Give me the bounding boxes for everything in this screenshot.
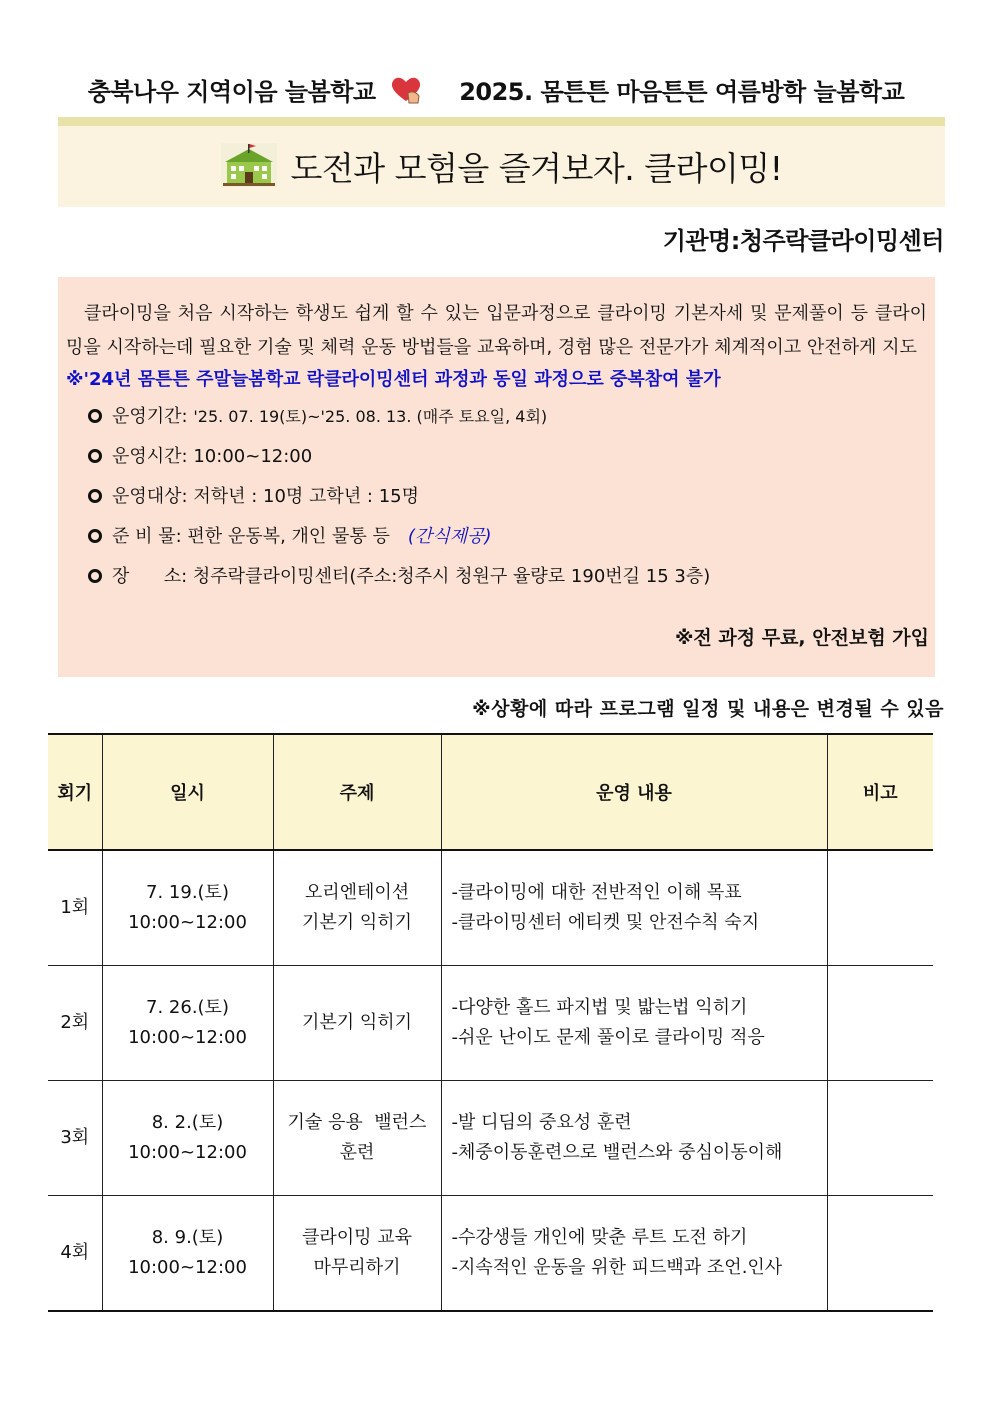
info-item-supplies: 준 비 물: 편한 운동복, 개인 물통 등 (간식제공): [88, 517, 927, 557]
topic-cell: 오리엔테이션 기본기 익히기: [273, 850, 441, 966]
circle-bullet-icon: [88, 449, 102, 463]
page-header: [0, 72, 992, 111]
session-cell: 3회: [48, 1081, 102, 1196]
header-content: 운영 내용: [441, 734, 827, 850]
info-item-time: 운영시간: 10:00~12:00: [88, 437, 927, 477]
circle-bullet-icon: [88, 529, 102, 543]
session-cell: 1회: [48, 850, 102, 966]
note-cell: [827, 1196, 933, 1312]
date-cell: 7. 19.(토) 10:00~12:00: [102, 850, 273, 966]
free-insurance-note: ※전 과정 무료, 안전보험 가입: [674, 627, 929, 649]
header-topic: 주제: [273, 734, 441, 850]
table-row: [48, 1081, 933, 1196]
organization-name: 기관명:청주락클라이밍센터: [662, 227, 944, 255]
header-note: 비고: [827, 734, 933, 850]
heart-hand-icon: [389, 75, 423, 111]
table-row: [48, 966, 933, 1081]
program-description: 클라이밍을 처음 시작하는 학생도 쉽게 할 수 있는 입문과정으로 클라이밍 기본자세 및 문제풀이 등 클라이밍을 시작하는데 필요한 기술 및 체력 운동 방법들을 교육하며, 경험 많은 전문가가 체계적이고 안전하게 지도: [66, 303, 927, 358]
date-cell: 8. 9.(토) 10:00~12:00: [102, 1196, 273, 1312]
date-cell: 8. 2.(토) 10:00~12:00: [102, 1081, 273, 1196]
header-session: 회기: [48, 734, 102, 850]
date-cell: 7. 26.(토) 10:00~12:00: [102, 966, 273, 1081]
school-building-icon: [221, 143, 277, 191]
topic-cell: 기술 응용 밸런스 훈련: [273, 1081, 441, 1196]
header-date: 일시: [102, 734, 273, 850]
schedule-table: [48, 733, 933, 1312]
info-item-target: 운영대상: 저학년 : 10명 고학년 : 15명: [88, 477, 927, 517]
info-item-period: 운영기간: '25. 07. 19(토)~'25. 08. 13. (매주 토요일, 4회): [88, 397, 927, 437]
note-cell: [827, 850, 933, 966]
title-banner: [58, 117, 945, 207]
info-item-location: 장 소: 청주락클라이밍센터(주소:청주시 청원구 율량로 190번길 15 3층): [88, 557, 927, 597]
content-cell: -발 디딤의 중요성 훈련 -체중이동훈련으로 밸런스와 중심이동이해: [441, 1081, 827, 1196]
topic-cell: 클라이밍 교육 마무리하기: [273, 1196, 441, 1312]
header-right: 2025. 몸튼튼 마음튼튼 여름방학 늘봄학교: [459, 78, 905, 106]
content-cell: -수강생들 개인에 맞춘 루트 도전 하기 -지속적인 운동을 위한 피드백과 조언.인사: [441, 1196, 827, 1312]
session-cell: 4회: [48, 1196, 102, 1312]
header-left: 충북나우 지역이음 늘봄학교: [87, 78, 376, 106]
info-list: [66, 397, 927, 597]
note-cell: [827, 1081, 933, 1196]
content-cell: -다양한 홀드 파지법 및 밟는법 익히기 -쉬운 난이도 문제 풀이로 클라이밍 적응: [441, 966, 827, 1081]
table-row: [48, 1196, 933, 1312]
program-info-box: [58, 277, 935, 677]
session-cell: 2회: [48, 966, 102, 1081]
table-header-row: [48, 734, 933, 850]
table-row: [48, 850, 933, 966]
circle-bullet-icon: [88, 489, 102, 503]
duplicate-notice: ※'24년 몸튼튼 주말늘봄학교 락클라이밍센터 과정과 동일 과정으로 중복참여 불가: [66, 369, 721, 390]
schedule-change-note: ※상황에 따라 프로그램 일정 및 내용은 변경될 수 있음: [472, 698, 944, 720]
page-title: 도전과 모험을 즐겨보자. 클라이밍!: [290, 149, 783, 188]
circle-bullet-icon: [88, 409, 102, 423]
topic-cell: 기본기 익히기: [273, 966, 441, 1081]
circle-bullet-icon: [88, 569, 102, 583]
content-cell: -클라이밍에 대한 전반적인 이해 목표 -클라이밍센터 에티켓 및 안전수칙 숙지: [441, 850, 827, 966]
note-cell: [827, 966, 933, 1081]
snack-note: (간식제공): [407, 526, 492, 547]
